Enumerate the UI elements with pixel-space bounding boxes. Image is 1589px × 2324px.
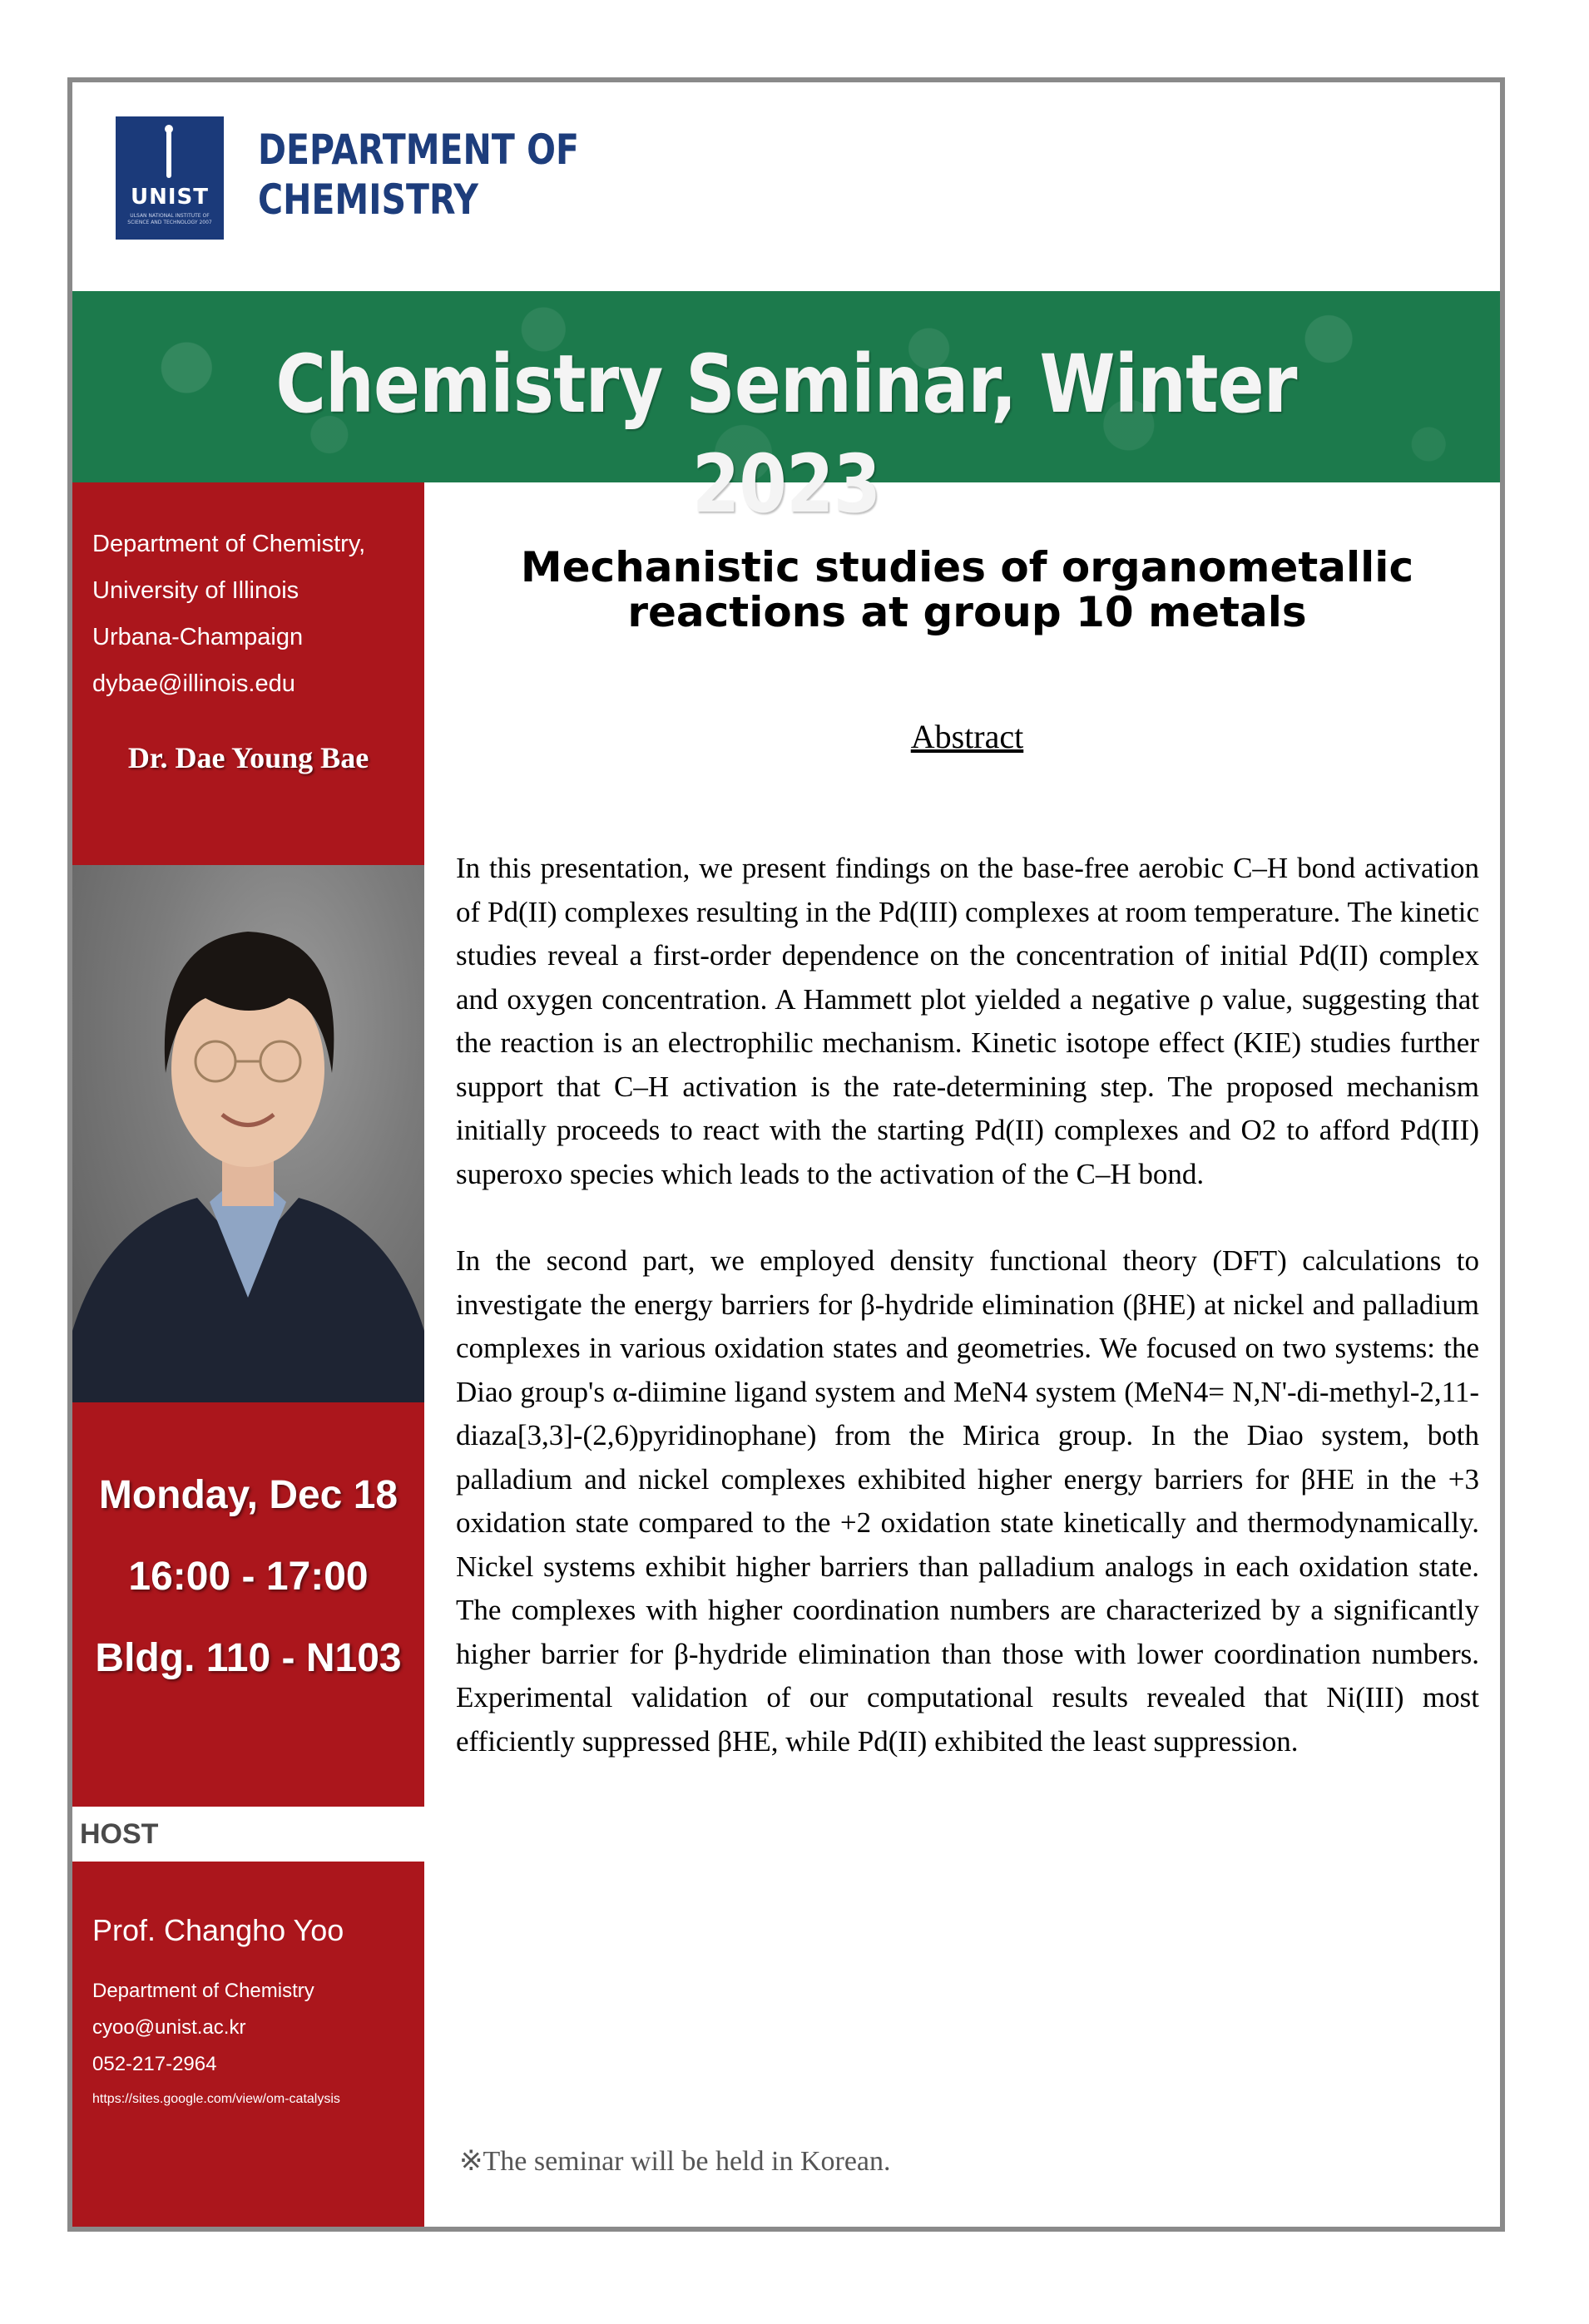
affiliation-line: Department of Chemistry, <box>92 531 366 557</box>
speaker-affiliation <box>92 521 425 707</box>
talk-title-line2: reactions at group 10 metals <box>627 588 1307 636</box>
department-line1: DEPARTMENT OF <box>258 126 579 174</box>
abstract-paragraph-1: In this presentation, we present findings on the base-free aerobic C–H bond activation of Pd(II) complexes resulting in the Pd(III) complexes at room temperature. The kinetic studies reveal a first-order dependence on the concentration of initial Pd(II) complex and oxygen concentration. A Hammett plot yielded a negative ρ value, suggesting that the reaction is an electrophilic mechanism. Kinetic isotope effect (KIE) studies further support that C–H activation is the rate-determining step. The proposed mechanism initially proceeds to react with the starting Pd(II) complexes and O2 to afford Pd(III) superoxo species which leads to the activation of the C–H bond. <box>456 852 1479 1190</box>
talk-title-line1: Mechanistic studies of organometallic <box>520 543 1414 591</box>
host-name: Prof. Changho Yoo <box>92 1913 344 1947</box>
affiliation-line: Urbana-Champaign <box>92 624 304 650</box>
abstract-body <box>456 847 1479 1763</box>
speaker-photo-illustration <box>72 865 424 1402</box>
host-email: cyoo@unist.ac.kr <box>92 2016 246 2039</box>
department-title <box>258 125 579 225</box>
speaker-name: Dr. Dae Young Bae <box>127 741 369 774</box>
abstract-paragraph-2: In the second part, we employed density functional theory (DFT) calculations to investigate the energy barriers for β-hydride elimination (βHE) at nickel and palladium complexes in various oxidation states and geometries. We focused on two systems: the Diao group's α-diimine ligand system and MeN4 system (MeN4= N,N'-di-methyl-2,11-diaza[3,3]-(2,6)pyridinophane) from the Mirica group. In the Diao system, both palladium and nickel complexes exhibited higher energy barriers for βHE in the +3 oxidation state compared to the +2 oxidation state kinetically and thermodynamically. Nickel systems exhibit higher barriers than palladium analogs in each oxidation state. The complexes with higher coordination numbers are characterized by a significantly higher barrier for β-hydride elimination than those with lower coordination numbers. Experimental validation of our computational results revealed that Ni(III) most efficiently suppressed βHE, while Pd(II) exhibited the least suppression. <box>456 1244 1479 1758</box>
seminar-time: 16:00 - 17:00 <box>128 1555 369 1599</box>
banner-title: Chemistry Seminar, Winter 2023 <box>275 338 1297 531</box>
abstract-heading: Abstract <box>910 718 1024 755</box>
talk-title <box>449 545 1485 635</box>
seminar-date: Monday, Dec 18 <box>98 1473 398 1517</box>
speaker-photo <box>72 865 424 1402</box>
host-label: HOST <box>80 1818 159 1850</box>
schedule-panel <box>72 1402 424 1807</box>
affiliation-line: University of Illinois <box>92 577 299 604</box>
host-phone: 052-217-2964 <box>92 2053 217 2075</box>
host-url: https://sites.google.com/view/om-catalysis <box>92 2092 340 2106</box>
unist-logo <box>116 116 224 240</box>
logo-text: UNIST <box>130 185 209 210</box>
logo-subtext: ULSAN NATIONAL INSTITUTE OF SCIENCE AND TECHNOLOGY 2007 <box>127 213 212 225</box>
logo-stem <box>166 128 171 178</box>
language-notice: ※The seminar will be held in Korean. <box>459 2146 891 2177</box>
seminar-location: Bldg. 110 - N103 <box>95 1636 402 1680</box>
host-department: Department of Chemistry <box>92 1980 314 2002</box>
host-contact <box>92 1973 417 2116</box>
department-line2: CHEMISTRY <box>258 176 478 224</box>
speaker-email: dybae@illinois.edu <box>92 670 295 697</box>
seminar-banner <box>72 291 1500 531</box>
